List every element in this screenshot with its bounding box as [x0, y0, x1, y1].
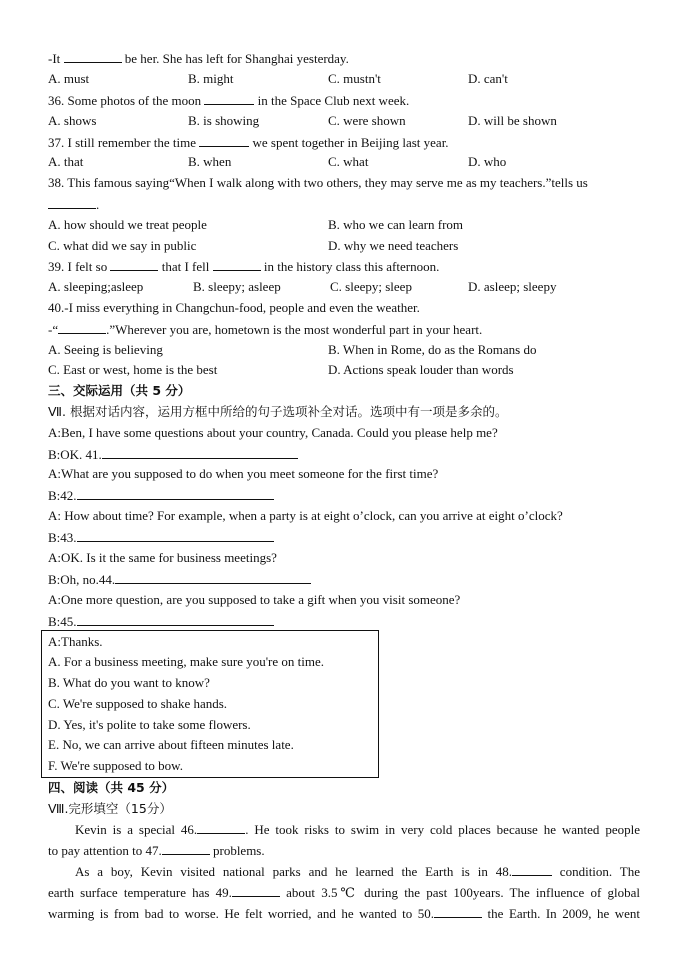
cloze-line: earth surface temperature has 49. about 3.5℃ during the past 100years. The influence of global	[48, 885, 641, 900]
q35-option-c[interactable]: C. mustn't	[328, 71, 381, 86]
dialogue-line-7: A:OK. Is it the same for business meetings?	[48, 550, 277, 565]
q38-stem-end: .	[48, 196, 99, 213]
box-line-thanks: A:Thanks.	[48, 634, 103, 649]
q35-option-b[interactable]: B. might	[188, 71, 234, 86]
blank	[204, 92, 254, 105]
box-option-b: B. What do you want to know?	[48, 675, 210, 690]
q40-option-d[interactable]: D. Actions speak louder than words	[328, 362, 514, 377]
blank	[213, 258, 261, 271]
q38-option-d[interactable]: D. why we need teachers	[328, 238, 459, 253]
box-option-c: C. We're supposed to shake hands.	[48, 696, 228, 711]
q39-stem: 39. I felt so that I fell in the history class this afternoon.	[48, 259, 440, 274]
dialogue-line-1: A:Ben, I have some questions about your country, Canada. Could you please help me?	[48, 425, 498, 440]
q37-option-d[interactable]: D. who	[468, 154, 507, 169]
answer-blank-50[interactable]	[434, 905, 482, 918]
answer-blank-47[interactable]	[162, 842, 210, 855]
dialogue-line-43: B:43.	[48, 529, 274, 546]
blank	[64, 50, 122, 63]
q36-option-b[interactable]: B. is showing	[188, 113, 260, 128]
section-3-heading: 三、交际运用（共 5 分）	[48, 383, 191, 398]
answer-blank-49[interactable]	[232, 884, 280, 897]
blank	[58, 321, 106, 334]
dialogue-line-9: A:One more question, are you supposed to take a gift when you visit someone?	[48, 592, 461, 607]
q40-option-a[interactable]: A. Seeing is believing	[48, 342, 163, 357]
section-4-subheading: Ⅷ.完形填空（15分）	[48, 801, 172, 816]
q37-option-b[interactable]: B. when	[188, 154, 232, 169]
answer-blank-41[interactable]	[102, 446, 298, 459]
q37-option-c[interactable]: C. what	[328, 154, 369, 169]
box-option-e: E. No, we can arrive about fifteen minutes late.	[48, 737, 294, 752]
dialogue-line-3: A:What are you supposed to do when you meet someone for the first time?	[48, 466, 439, 481]
answer-blank-45[interactable]	[77, 613, 274, 626]
cloze-line: As a boy, Kevin visited national parks and he learned the Earth is in 48. condition. The	[75, 864, 640, 879]
dialogue-line-41: B:OK. 41.	[48, 446, 298, 463]
dialogue-line-42: B:42.	[48, 487, 274, 504]
answer-blank-44[interactable]	[115, 571, 311, 584]
q40-stem-2: -“ .”Wherever you are, hometown is the most wonderful part in your heart.	[48, 322, 483, 337]
box-option-f: F. We're supposed to bow.	[48, 758, 183, 773]
q40-option-b[interactable]: B. When in Rome, do as the Romans do	[328, 342, 537, 357]
dialogue-line-5: A: How about time? For example, when a party is at eight o’clock, can you arrive at eight o’clock?	[48, 508, 563, 523]
q38-option-a[interactable]: A. how should we treat people	[48, 217, 207, 232]
q40-stem: 40.-I miss everything in Changchun-food, people and even the weather.	[48, 300, 420, 315]
answer-blank-43[interactable]	[77, 529, 274, 542]
q36-stem: 36. Some photos of the moon in the Space Club next week.	[48, 93, 410, 108]
q39-option-d[interactable]: D. asleep; sleepy	[468, 279, 557, 294]
q38-stem: 38. This famous saying“When I walk along with two others, they may serve me as my teachers.”tells us	[48, 175, 588, 190]
box-option-a: A. For a business meeting, make sure you're on time.	[48, 654, 325, 669]
q37-stem: 37. I still remember the time we spent together in Beijing last year.	[48, 135, 449, 150]
blank	[48, 196, 96, 209]
q38-option-c[interactable]: C. what did we say in public	[48, 238, 197, 253]
cloze-paragraph-1	[48, 819, 640, 924]
cloze-line: warming is from bad to worse. He felt worried, and he wanted to 50. the Earth. In 2009, he went	[48, 906, 640, 921]
section-4-heading: 四、阅读（共 45 分）	[48, 780, 175, 795]
answer-blank-42[interactable]	[77, 487, 274, 500]
dialogue-line-44: B:Oh, no.44.	[48, 571, 311, 588]
q37-option-a[interactable]: A. that	[48, 154, 84, 169]
q36-option-a[interactable]: A. shows	[48, 113, 97, 128]
q40-option-c[interactable]: C. East or west, home is the best	[48, 362, 218, 377]
cloze-line: Kevin is a special 46. . He took risks to swim in very cold places because he wanted people	[75, 822, 640, 837]
answer-blank-46[interactable]	[197, 821, 245, 834]
q35-option-d[interactable]: D. can't	[468, 71, 508, 86]
blank	[199, 134, 249, 147]
q35-stem: -It be her. She has left for Shanghai yesterday.	[48, 51, 349, 66]
section-3-instruction: Ⅶ. 根据对话内容，运用方框中所给的句子选项补全对话。选项中有一项是多余的。	[48, 404, 508, 419]
q36-option-d[interactable]: D. will be shown	[468, 113, 557, 128]
q36-option-c[interactable]: C. were shown	[328, 113, 406, 128]
q39-option-a[interactable]: A. sleeping;asleep	[48, 279, 144, 294]
q39-option-b[interactable]: B. sleepy; asleep	[193, 279, 281, 294]
q38-option-b[interactable]: B. who we can learn from	[328, 217, 464, 232]
q39-option-c[interactable]: C. sleepy; sleep	[330, 279, 412, 294]
answer-blank-48[interactable]	[512, 863, 552, 876]
box-option-d: D. Yes, it's polite to take some flowers.	[48, 717, 251, 732]
blank	[110, 258, 158, 271]
dialogue-line-45: B:45.	[48, 613, 274, 630]
q35-option-a[interactable]: A. must	[48, 71, 90, 86]
cloze-line: to pay attention to 47. problems.	[48, 843, 265, 858]
